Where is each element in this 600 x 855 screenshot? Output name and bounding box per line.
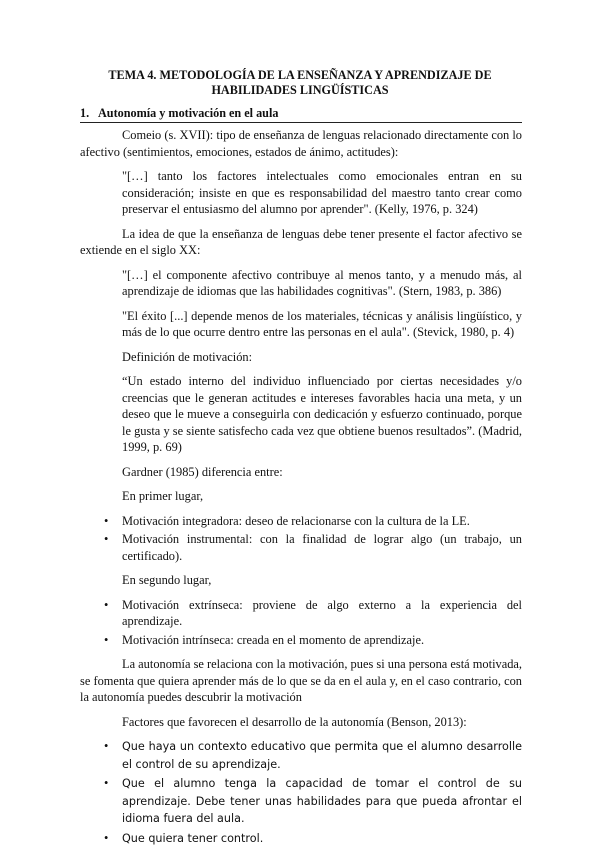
section-number: 1. xyxy=(80,106,90,120)
list-item-text: Motivación instrumental: con la finalidad de lograr algo (un trabajo, un certificado). xyxy=(122,532,522,563)
list-item xyxy=(80,632,522,649)
title-line-2: HABILIDADES LINGÜÍSTICAS xyxy=(211,83,389,97)
bullet-icon: • xyxy=(104,532,109,546)
list-item-text: Que quiera tener control. xyxy=(122,831,264,845)
list-item xyxy=(80,775,522,828)
definition-label: Definición de motivación: xyxy=(122,349,253,364)
bullet-icon: • xyxy=(104,830,109,845)
document-title xyxy=(80,68,520,98)
list-item-text: Motivación integradora: deseo de relacionarse con la cultura de la LE. xyxy=(122,513,470,528)
title-line-1: TEMA 4. METODOLOGÍA DE LA ENSEÑANZA Y APRENDIZAJE DE xyxy=(108,68,492,82)
paragraph-comenio: Comeio (s. XVII): tipo de enseñanza de lenguas relacionado directamente con lo afectivo (sentimientos, emociones, estados de ánimo, actitudes): xyxy=(80,128,522,159)
list-item xyxy=(80,597,522,630)
gardner-line: Gardner (1985) diferencia entre: xyxy=(122,464,283,479)
list-item-text: Que haya un contexto educativo que permita que el alumno desarrolle el control de su aprendizaje. xyxy=(122,740,522,771)
second-place-label: En segundo lugar, xyxy=(122,573,212,587)
factors-line: Factores que favorecen el desarrollo de la autonomía (Benson, 2013): xyxy=(122,714,467,729)
bullet-icon: • xyxy=(104,632,109,647)
section-heading xyxy=(80,106,522,123)
quote-madrid: “Un estado interno del individuo influenciado por ciertas necesidades y/o creencias que le generan actitudes e intereses favorables hacia una meta, y un deseo que le mueve a conseguirla con dedicación y esfuerzo continuado, porque le gusta y se siente satisfecho cada vez que obtiene buenos resultados”. (Madrid, 1999, p. 69) xyxy=(122,374,522,454)
list-item-text: Motivación intrínseca: creada en el momento de aprendizaje. xyxy=(122,632,425,647)
first-place-label: En primer lugar, xyxy=(122,489,204,503)
document-body xyxy=(80,127,522,855)
list-item-text: Que el alumno tenga la capacidad de tomar el control de su aprendizaje. Debe tener unas habilidades para que pueda afrontar el idioma fuera del aula. xyxy=(122,777,522,825)
autonomy-factors-list xyxy=(80,738,522,847)
list-item-text: Motivación extrínseca: proviene de algo externo a la experiencia del aprendizaje. xyxy=(122,597,522,628)
quote-stern: "[…] el componente afectivo contribuye al menos tanto, y a menudo más, al aprendizaje de idiomas que las habilidades cognitivas". (Stern, 1983, p. 386) xyxy=(122,267,522,298)
motivation-list-2 xyxy=(80,597,522,649)
paragraph-siglo-xx: La idea de que la enseñanza de lenguas debe tener presente el factor afectivo se extiende en el siglo XX: xyxy=(80,226,522,257)
motivation-list-1 xyxy=(80,513,522,565)
quote-kelly: "[…] tanto los factores intelectuales como emocionales entran en su consideración; insiste en que es responsabilidad del maestro tanto crear como preservar el entusiasmo del alumno por aprender". (Kelly, 1976, p. 324) xyxy=(122,169,522,216)
list-item xyxy=(80,531,522,564)
quote-stevick: "El éxito [...] depende menos de los materiales, técnicas y análisis lingüístico, y más de lo que ocurre dentro entre las personas en el aula". (Stevick, 1980, p. 4) xyxy=(122,308,522,339)
bullet-icon: • xyxy=(104,513,109,528)
section-title: Autonomía y motivación en el aula xyxy=(98,106,279,120)
bullet-icon: • xyxy=(104,597,109,612)
paragraph-autonomia: La autonomía se relaciona con la motivación, pues si una persona está motivada, se fomenta que quiera aprender más de lo que se da en el aula y, en el caso contrario, con la autonomía puedes descubrir la motivación xyxy=(80,657,522,704)
list-item xyxy=(80,830,522,848)
bullet-icon: • xyxy=(104,776,109,790)
bullet-icon: • xyxy=(104,739,109,753)
list-item xyxy=(80,513,522,530)
list-item xyxy=(80,738,522,773)
